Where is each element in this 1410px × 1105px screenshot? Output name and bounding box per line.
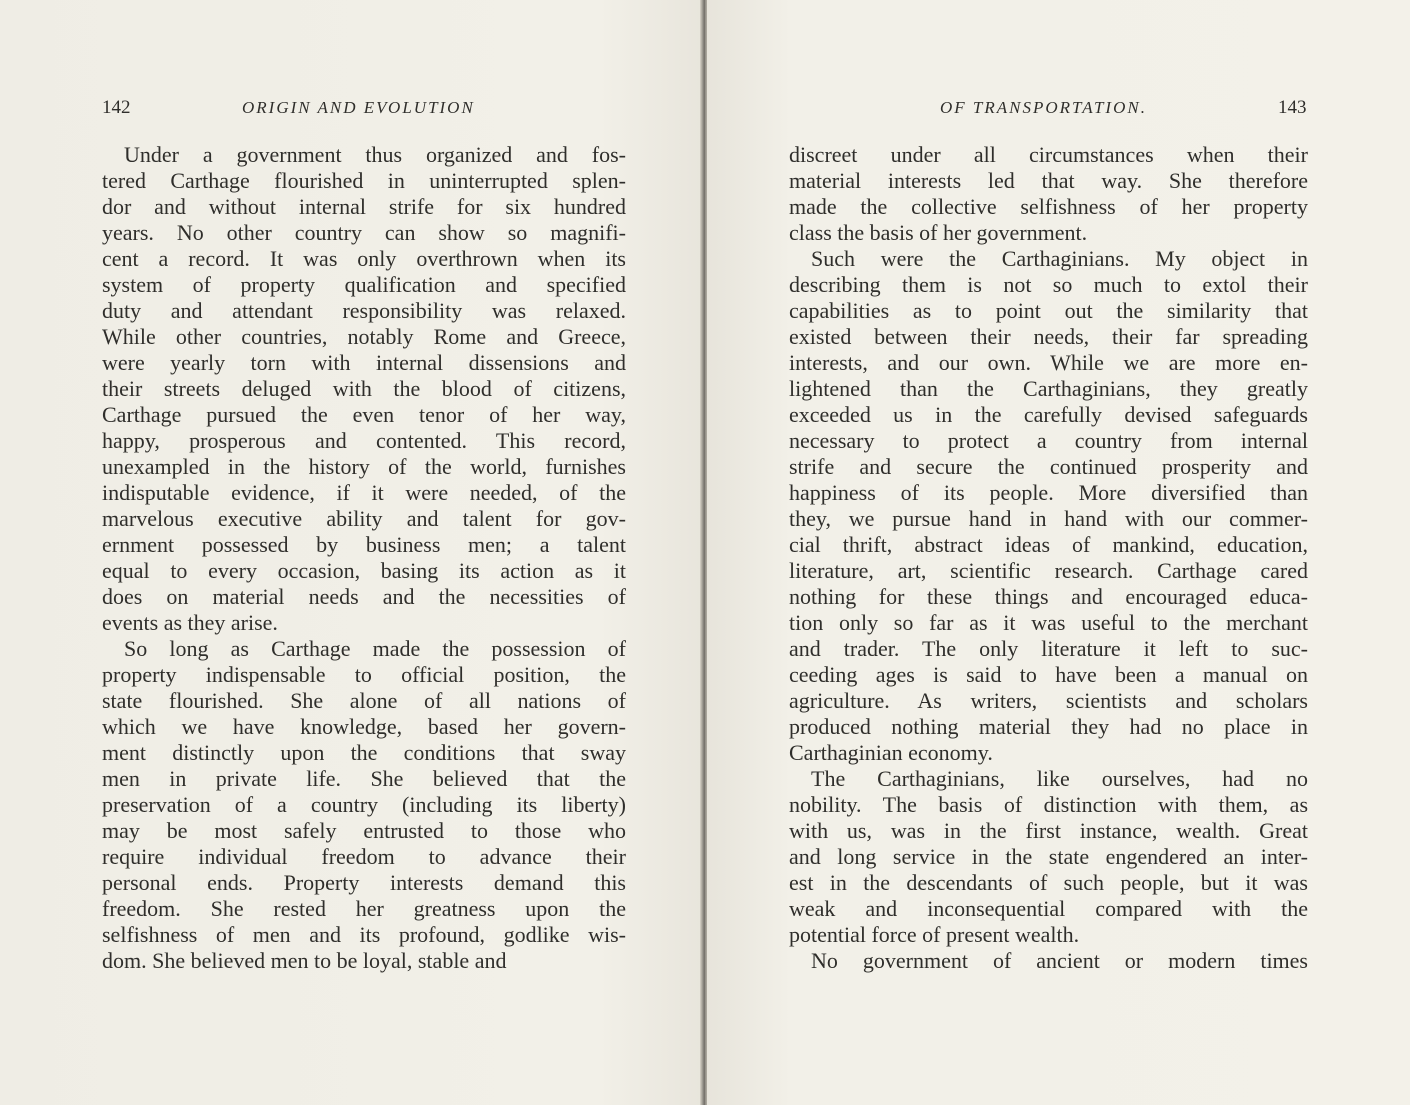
text-line: they, we pursue hand in hand with our commer-	[789, 506, 1308, 531]
text-line: lightened than the Carthaginians, they greatly	[789, 376, 1308, 401]
paragraph	[789, 246, 1308, 766]
text-line: Such were the Carthaginians. My object in	[811, 246, 1308, 271]
text-line: may be most safely entrusted to those who	[102, 818, 626, 843]
text-line: strife and secure the continued prosperity and	[789, 454, 1308, 479]
text-line: freedom. She rested her greatness upon the	[102, 896, 626, 921]
text-line: with us, was in the first instance, wealth. Great	[789, 818, 1308, 843]
text-line: nobility. The basis of distinction with them, as	[789, 792, 1308, 817]
left-page	[0, 0, 703, 1105]
text-line: cent a record. It was only overthrown when its	[102, 246, 626, 271]
text-line: their streets deluged with the blood of citizens,	[102, 376, 626, 401]
text-line: dom. She believed men to be loyal, stable and	[102, 948, 507, 973]
text-line: made the collective selfishness of her property	[789, 194, 1308, 219]
text-line: does on material needs and the necessities of	[102, 584, 626, 609]
text-line: indisputable evidence, if it were needed, of the	[102, 480, 626, 505]
text-line: Carthaginian economy.	[789, 740, 993, 765]
text-line: were yearly torn with internal dissensions and	[102, 350, 626, 375]
running-head-right: OF TRANSPORTATION.	[940, 98, 1147, 117]
text-line: capabilities as to point out the similarity that	[789, 298, 1308, 323]
right-page	[707, 0, 1410, 1105]
text-line: equal to every occasion, basing its action as it	[102, 558, 626, 583]
text-line: necessary to protect a country from internal	[789, 428, 1308, 453]
text-line: est in the descendants of such people, but it was	[789, 870, 1308, 895]
text-line: personal ends. Property interests demand this	[102, 870, 626, 895]
text-line: men in private life. She believed that the	[102, 766, 626, 791]
text-line: So long as Carthage made the possession of	[124, 636, 626, 661]
running-head-left: ORIGIN AND EVOLUTION	[242, 98, 475, 117]
text-line: happy, prosperous and contented. This record,	[102, 428, 626, 453]
right-page-body	[789, 142, 1308, 974]
text-line: system of property qualification and specified	[102, 272, 626, 297]
text-line: While other countries, notably Rome and Greece,	[102, 324, 626, 349]
text-line: events as they arise.	[102, 610, 278, 635]
text-line: selfishness of men and its profound, godlike wis-	[102, 922, 626, 947]
text-line: happiness of its people. More diversified than	[789, 480, 1308, 505]
text-line: Under a government thus organized and fos-	[124, 142, 626, 167]
paragraph	[102, 636, 626, 974]
text-line: The Carthaginians, like ourselves, had no	[811, 766, 1308, 791]
text-line: potential force of present wealth.	[789, 922, 1080, 947]
text-line: nothing for these things and encouraged educa-	[789, 584, 1308, 609]
text-line: exceeded us in the carefully devised safeguards	[789, 402, 1308, 427]
text-line: marvelous executive ability and talent for gov-	[102, 506, 626, 531]
text-line: describing them is not so much to extol their	[789, 272, 1308, 297]
text-line: discreet under all circumstances when their	[789, 142, 1308, 167]
text-line: which we have knowledge, based her govern-	[102, 714, 626, 739]
text-line: tion only so far as it was useful to the merchant	[789, 610, 1308, 635]
text-line: Carthage pursued the even tenor of her way,	[102, 402, 626, 427]
text-line: tered Carthage flourished in uninterrupted splen-	[102, 168, 626, 193]
text-line: material interests led that way. She therefore	[789, 168, 1308, 193]
text-line: interests, and our own. While we are more en-	[789, 350, 1308, 375]
page-number-left: 142	[102, 97, 131, 118]
text-line: preservation of a country (including its liberty)	[102, 792, 626, 817]
text-line: existed between their needs, their far spreading	[789, 324, 1308, 349]
text-line: class the basis of her government.	[789, 220, 1088, 245]
left-page-body	[102, 142, 626, 974]
text-line: ceeding ages is said to have been a manual on	[789, 662, 1308, 687]
text-line: produced nothing material they had no place in	[789, 714, 1308, 739]
paragraph	[789, 142, 1308, 246]
text-line: dor and without internal strife for six hundred	[102, 194, 626, 219]
text-line: No government of ancient or modern times	[811, 948, 1308, 973]
text-line: property indispensable to official position, the	[102, 662, 626, 687]
paragraph	[789, 766, 1308, 948]
text-line: state flourished. She alone of all nations of	[102, 688, 626, 713]
text-line: cial thrift, abstract ideas of mankind, education,	[789, 532, 1308, 557]
text-line: years. No other country can show so magnifi-	[102, 220, 626, 245]
text-line: ment distinctly upon the conditions that sway	[102, 740, 626, 765]
text-line: weak and inconsequential compared with the	[789, 896, 1308, 921]
text-line: duty and attendant responsibility was relaxed.	[102, 298, 626, 323]
paragraph	[102, 142, 626, 636]
text-line: agriculture. As writers, scientists and scholars	[789, 688, 1308, 713]
text-line: literature, art, scientific research. Carthage cared	[789, 558, 1308, 583]
page-number-right: 143	[1278, 97, 1307, 118]
paragraph	[789, 948, 1308, 974]
text-line: require individual freedom to advance their	[102, 844, 626, 869]
text-line: ernment possessed by business men; a talent	[102, 532, 626, 557]
text-line: and long service in the state engendered an inter-	[789, 844, 1308, 869]
text-line: unexampled in the history of the world, furnishes	[102, 454, 626, 479]
text-line: and trader. The only literature it left to suc-	[789, 636, 1308, 661]
